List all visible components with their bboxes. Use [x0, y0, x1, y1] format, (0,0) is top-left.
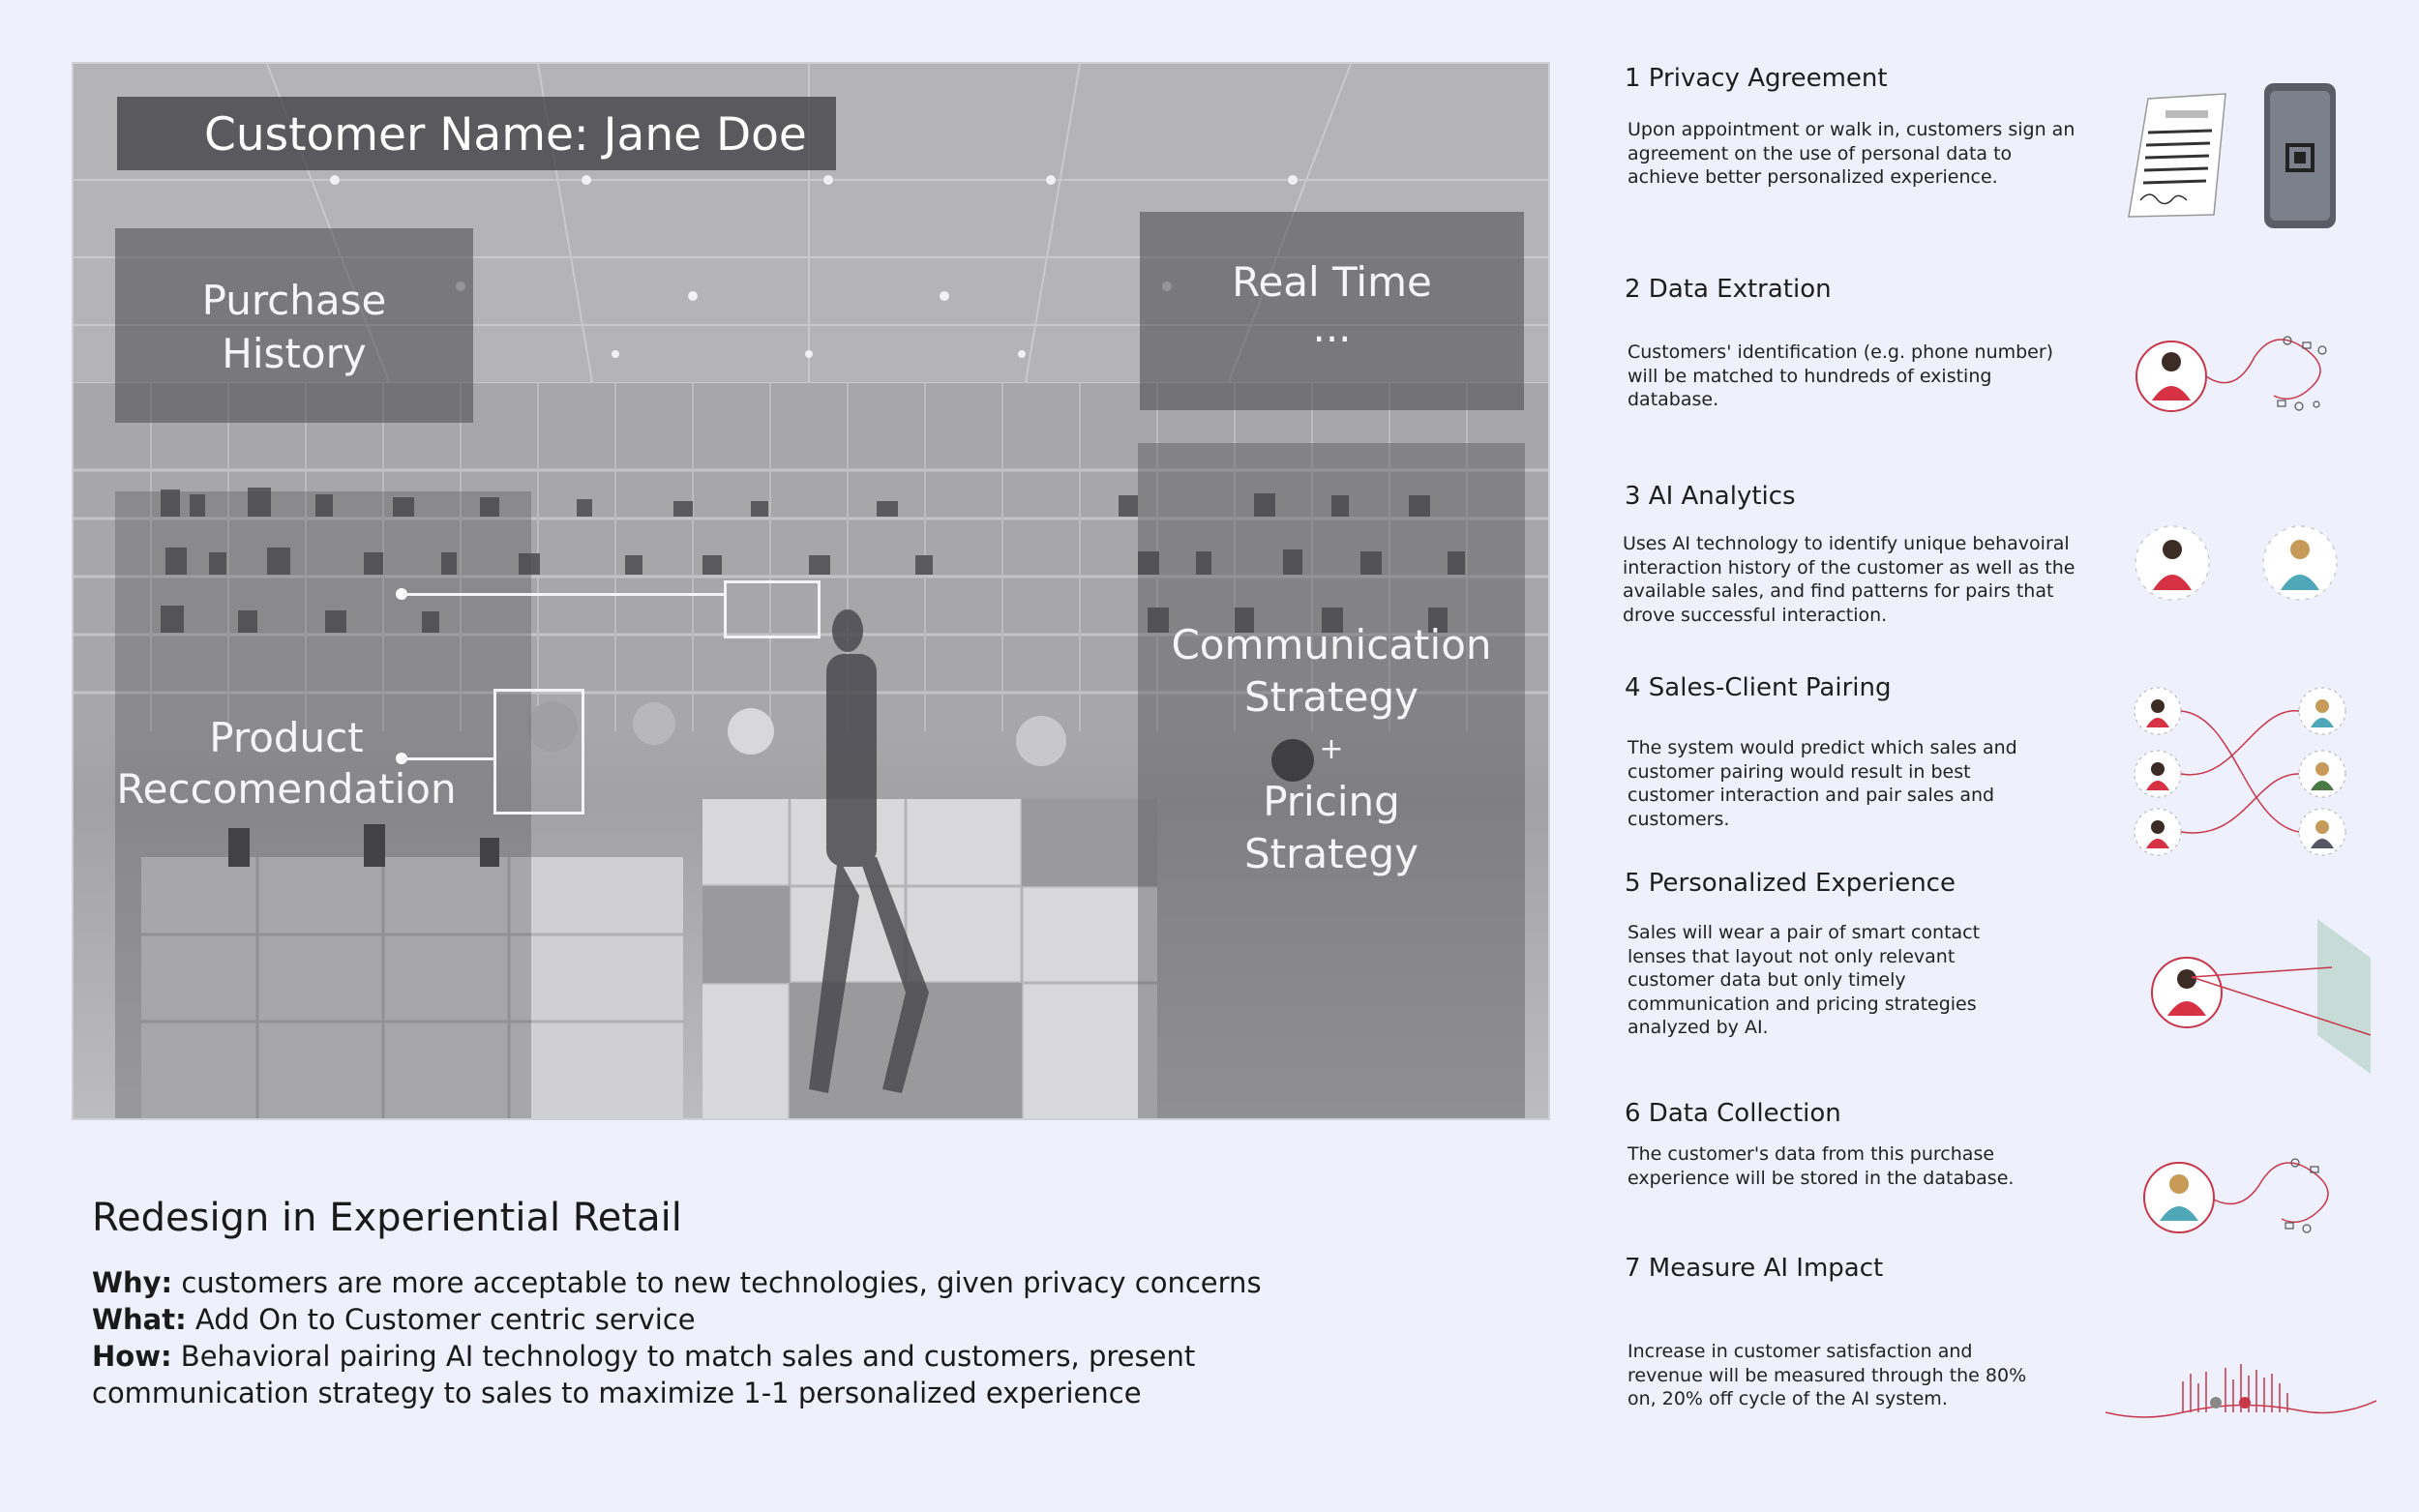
real-time-label [1140, 256, 1524, 354]
step-5-desc: Sales will wear a pair of smart contact lenses that layout not only relevant customer data but only timely communication and pricing strategies analyzed by AI. [1628, 922, 1981, 1038]
page-heading: Redesign in Experiential Retail [92, 1196, 682, 1240]
strategy-label [1138, 619, 1525, 880]
product-recommendation-label [112, 712, 461, 815]
step-4-desc: The system would predict which sales and customer pairing would result in best customer interaction and pair sales and customers. [1628, 737, 2017, 830]
smart-lens-projection-icon [2138, 919, 2380, 1083]
purchase-history-line-1: Purchase [201, 277, 387, 324]
strategy-plus: + [1319, 732, 1344, 766]
contract-and-phone-qr-icon [2119, 79, 2361, 234]
how-line [92, 1340, 1195, 1373]
store-scene [72, 62, 1550, 1120]
strategy-line-5: Strategy [1244, 830, 1419, 877]
step-6-desc: The customer's data from this purchase experience will be stored in the database. [1628, 1143, 2015, 1189]
purchase-history-label [115, 275, 473, 380]
product-recommendation-line-2: Reccomendation [116, 765, 457, 813]
customer-data-trail-icon [2133, 323, 2355, 430]
how-label: How: [92, 1340, 172, 1373]
connector-line-lower [402, 757, 493, 760]
real-time-line-1: Real Time [1232, 258, 1432, 306]
strategy-line-1: Communication [1171, 621, 1492, 668]
step-7-desc: Increase in customer satisfaction and revenue will be measured through the 80% on, 20% off cycle of the AI system. [1628, 1341, 2027, 1409]
step-5-title: 5 Personalized Experience [1625, 869, 1956, 898]
impact-bar-graph-icon [2105, 1354, 2376, 1432]
how-line-2: communication strategy to sales to maximize 1-1 personalized experience [92, 1377, 1142, 1409]
highlight-box-shelf [724, 580, 821, 638]
step-3-desc: Uses AI technology to identify unique behavoiral interaction history of the customer as well as the available sales, and find patterns for pairs that drove successful interaction. [1623, 533, 2076, 626]
step-4-title: 4 Sales-Client Pairing [1625, 673, 1892, 702]
customer-name-banner [117, 97, 836, 170]
step-1-title: 1 Privacy Agreement [1625, 64, 1888, 93]
step-3-title: 3 AI Analytics [1625, 482, 1796, 511]
why-line [92, 1266, 1262, 1299]
strategy-line-4: Pricing [1263, 778, 1400, 825]
why-label: Why: [92, 1266, 173, 1299]
step-6-title: 6 Data Collection [1625, 1099, 1841, 1128]
real-time-ellipsis: ... [1312, 303, 1352, 351]
highlight-box-product [493, 689, 584, 815]
product-recommendation-line-1: Product [209, 714, 364, 761]
strategy-line-2: Strategy [1244, 673, 1419, 721]
step-2-desc: Customers' identification (e.g. phone number) will be matched to hundreds of existing database. [1628, 341, 2054, 410]
step-7-title: 7 Measure AI Impact [1625, 1254, 1884, 1283]
pairing-network-icon [2100, 677, 2361, 871]
how-text: Behavioral pairing AI technology to match sales and customers, present [171, 1340, 1196, 1373]
purchase-history-line-2: History [222, 329, 367, 377]
why-text: customers are more acceptable to new technologies, given privacy concerns [172, 1266, 1262, 1299]
customer-name-text: Customer Name: Jane Doe [204, 108, 807, 162]
step-2-title: 2 Data Extration [1625, 275, 1832, 304]
what-line [92, 1303, 696, 1336]
step-1-desc: Upon appointment or walk in, customers sign an agreement on the use of personal data to achieve better personalized experience. [1628, 119, 2076, 188]
connector-line-upper [402, 593, 724, 596]
what-text: Add On to Customer centric service [186, 1303, 696, 1336]
sales-customer-analytics-icon [2124, 515, 2356, 611]
data-collection-trail-icon [2140, 1151, 2353, 1248]
what-label: What: [92, 1303, 187, 1336]
